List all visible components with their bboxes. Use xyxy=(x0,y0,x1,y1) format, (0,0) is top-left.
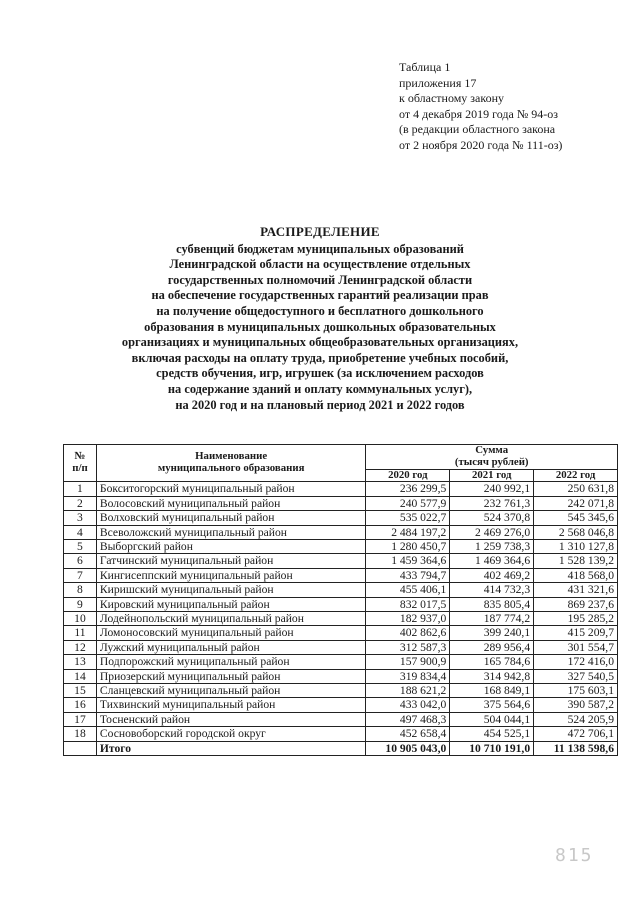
row-sum-2020: 455 406,1 xyxy=(366,583,450,597)
row-number: 6 xyxy=(64,554,97,568)
title-line: Ленинградской области на осуществление отдельных xyxy=(169,257,471,272)
row-municipality-name: Волховский муниципальный район xyxy=(96,511,366,525)
row-sum-2021: 314 942,8 xyxy=(450,669,534,683)
row-sum-2020: 312 587,3 xyxy=(366,640,450,654)
total-label: Итого xyxy=(96,741,366,755)
row-number: 15 xyxy=(64,684,97,698)
row-sum-2022: 390 587,2 xyxy=(534,698,618,712)
table-row xyxy=(64,540,618,554)
table-row xyxy=(64,626,618,640)
row-sum-2022: 472 706,1 xyxy=(534,727,618,741)
row-sum-2021: 375 564,6 xyxy=(450,698,534,712)
row-sum-2021: 835 805,4 xyxy=(450,597,534,611)
row-municipality-name: Киришский муниципальный район xyxy=(96,583,366,597)
row-sum-2022: 2 568 046,8 xyxy=(534,525,618,539)
row-municipality-name: Лужский муниципальный район xyxy=(96,640,366,654)
row-sum-2022: 1 528 139,2 xyxy=(534,554,618,568)
header-line: от 4 декабря 2019 года № 94-оз xyxy=(399,106,559,121)
row-sum-2020: 402 862,6 xyxy=(366,626,450,640)
row-sum-2020: 182 937,0 xyxy=(366,612,450,626)
title-line: средств обучения, игр, игрушек (за исключением расходов xyxy=(156,366,484,381)
document-title xyxy=(0,224,640,413)
row-number: 2 xyxy=(64,496,97,510)
row-municipality-name: Лодейнопольский муниципальный район xyxy=(96,612,366,626)
row-sum-2020: 832 017,5 xyxy=(366,597,450,611)
title-line: на получение общедоступного и бесплатного дошкольного xyxy=(156,303,484,318)
row-sum-2022: 242 071,8 xyxy=(534,496,618,510)
row-sum-2021: 232 761,3 xyxy=(450,496,534,510)
row-sum-2020: 2 484 197,2 xyxy=(366,525,450,539)
total-sum-2020: 10 905 043,0 xyxy=(366,741,450,755)
table-header-row xyxy=(64,445,618,470)
table-row xyxy=(64,712,618,726)
row-number: 12 xyxy=(64,640,97,654)
table-total-row xyxy=(64,741,618,755)
row-sum-2021: 399 240,1 xyxy=(450,626,534,640)
row-municipality-name: Сланцевский муниципальный район xyxy=(96,684,366,698)
table-row xyxy=(64,583,618,597)
col-header-year-2022: 2022 год xyxy=(534,469,618,482)
row-sum-2021: 454 525,1 xyxy=(450,727,534,741)
row-municipality-name: Волосовский муниципальный район xyxy=(96,496,366,510)
row-sum-2020: 433 042,0 xyxy=(366,698,450,712)
row-sum-2022: 431 321,6 xyxy=(534,583,618,597)
col-header-year-2020: 2020 год xyxy=(366,469,450,482)
row-sum-2021: 187 774,2 xyxy=(450,612,534,626)
row-municipality-name: Кингисеппский муниципальный район xyxy=(96,568,366,582)
table-row xyxy=(64,727,618,741)
row-sum-2021: 289 956,4 xyxy=(450,640,534,654)
table-row xyxy=(64,482,618,496)
row-sum-2021: 168 849,1 xyxy=(450,684,534,698)
table-row xyxy=(64,669,618,683)
row-sum-2022: 418 568,0 xyxy=(534,568,618,582)
col-header-number: № п/п xyxy=(64,445,97,482)
title-line: включая расходы на оплату труда, приобретение учебных пособий, xyxy=(131,350,509,365)
header-line: от 2 ноября 2020 года № 111-оз) xyxy=(399,137,563,152)
table-row xyxy=(64,640,618,654)
table-row xyxy=(64,655,618,669)
row-municipality-name: Выборгский район xyxy=(96,540,366,554)
title-line: образования в муниципальных дошкольных образовательных xyxy=(144,319,496,334)
row-number: 18 xyxy=(64,727,97,741)
row-sum-2022: 327 540,5 xyxy=(534,669,618,683)
row-number: 3 xyxy=(64,511,97,525)
row-sum-2021: 524 370,8 xyxy=(450,511,534,525)
row-sum-2020: 535 022,7 xyxy=(366,511,450,525)
title-line: субвенций бюджетам муниципальных образований xyxy=(176,241,464,256)
col-header-name: Наименование муниципального образования xyxy=(96,445,366,482)
row-number: 10 xyxy=(64,612,97,626)
row-number: 1 xyxy=(64,482,97,496)
row-municipality-name: Всеволожский муниципальный район xyxy=(96,525,366,539)
row-sum-2021: 240 992,1 xyxy=(450,482,534,496)
row-sum-2021: 1 469 364,6 xyxy=(450,554,534,568)
title-main: РАСПРЕДЕЛЕНИЕ xyxy=(260,224,380,239)
row-municipality-name: Тосненский район xyxy=(96,712,366,726)
row-number: 16 xyxy=(64,698,97,712)
row-sum-2020: 497 468,3 xyxy=(366,712,450,726)
row-number: 14 xyxy=(64,669,97,683)
row-sum-2021: 165 784,6 xyxy=(450,655,534,669)
row-sum-2021: 402 469,2 xyxy=(450,568,534,582)
row-municipality-name: Кировский муниципальный район xyxy=(96,597,366,611)
row-municipality-name: Бокситогорский муниципальный район xyxy=(96,482,366,496)
row-sum-2020: 319 834,4 xyxy=(366,669,450,683)
row-municipality-name: Приозерский муниципальный район xyxy=(96,669,366,683)
table-row xyxy=(64,568,618,582)
row-sum-2020: 157 900,9 xyxy=(366,655,450,669)
row-number: 11 xyxy=(64,626,97,640)
row-number: 7 xyxy=(64,568,97,582)
row-sum-2020: 188 621,2 xyxy=(366,684,450,698)
row-sum-2020: 240 577,9 xyxy=(366,496,450,510)
row-municipality-name: Тихвинский муниципальный район xyxy=(96,698,366,712)
table-row xyxy=(64,684,618,698)
row-number: 9 xyxy=(64,597,97,611)
row-sum-2022: 172 416,0 xyxy=(534,655,618,669)
page-number-stamp: 815 xyxy=(555,845,594,866)
row-number: 13 xyxy=(64,655,97,669)
header-line: приложения 17 xyxy=(399,75,477,90)
title-line: государственных полномочий Ленинградской области xyxy=(167,272,473,287)
row-municipality-name: Подпорожский муниципальный район xyxy=(96,655,366,669)
row-municipality-name: Сосновоборский городской округ xyxy=(96,727,366,741)
row-sum-2022: 545 345,6 xyxy=(534,511,618,525)
row-sum-2020: 433 794,7 xyxy=(366,568,450,582)
row-sum-2022: 524 205,9 xyxy=(534,712,618,726)
col-header-sum: Сумма (тысяч рублей) xyxy=(366,445,618,470)
header-line: к областному закону xyxy=(399,91,505,105)
row-sum-2020: 1 459 364,6 xyxy=(366,554,450,568)
row-municipality-name: Гатчинский муниципальный район xyxy=(96,554,366,568)
row-sum-2022: 1 310 127,8 xyxy=(534,540,618,554)
row-number: 5 xyxy=(64,540,97,554)
title-line: на обеспечение государственных гарантий реализации прав xyxy=(151,288,489,303)
col-header-year-2021: 2021 год xyxy=(450,469,534,482)
total-sum-2021: 10 710 191,0 xyxy=(450,741,534,755)
distribution-table xyxy=(63,444,618,756)
header-line: (в редакции областного закона xyxy=(399,122,556,136)
row-sum-2020: 236 299,5 xyxy=(366,482,450,496)
row-sum-2022: 301 554,7 xyxy=(534,640,618,654)
row-number: 8 xyxy=(64,583,97,597)
title-line: на содержание зданий и оплату коммунальных услуг), xyxy=(167,381,473,396)
table-row xyxy=(64,597,618,611)
document-reference-header xyxy=(399,60,562,153)
row-sum-2020: 1 280 450,7 xyxy=(366,540,450,554)
table-row xyxy=(64,525,618,539)
row-sum-2022: 195 285,2 xyxy=(534,612,618,626)
row-sum-2020: 452 658,4 xyxy=(366,727,450,741)
table-row xyxy=(64,698,618,712)
table-row xyxy=(64,554,618,568)
row-municipality-name: Ломоносовский муниципальный район xyxy=(96,626,366,640)
row-sum-2021: 504 044,1 xyxy=(450,712,534,726)
title-line: на 2020 год и на плановый период 2021 и 2022 годов xyxy=(175,397,465,412)
row-sum-2022: 869 237,6 xyxy=(534,597,618,611)
row-sum-2022: 175 603,1 xyxy=(534,684,618,698)
table-row xyxy=(64,612,618,626)
row-number: 4 xyxy=(64,525,97,539)
row-number: 17 xyxy=(64,712,97,726)
table-row xyxy=(64,511,618,525)
total-sum-2022: 11 138 598,6 xyxy=(534,741,618,755)
title-line: организациях и муниципальных общеобразовательных организациях, xyxy=(121,335,519,350)
row-sum-2022: 415 209,7 xyxy=(534,626,618,640)
row-sum-2022: 250 631,8 xyxy=(534,482,618,496)
row-sum-2021: 414 732,3 xyxy=(450,583,534,597)
table-row xyxy=(64,496,618,510)
header-line: Таблица 1 xyxy=(399,60,451,74)
row-sum-2021: 2 469 276,0 xyxy=(450,525,534,539)
row-sum-2021: 1 259 738,3 xyxy=(450,540,534,554)
total-empty-cell xyxy=(64,741,97,755)
